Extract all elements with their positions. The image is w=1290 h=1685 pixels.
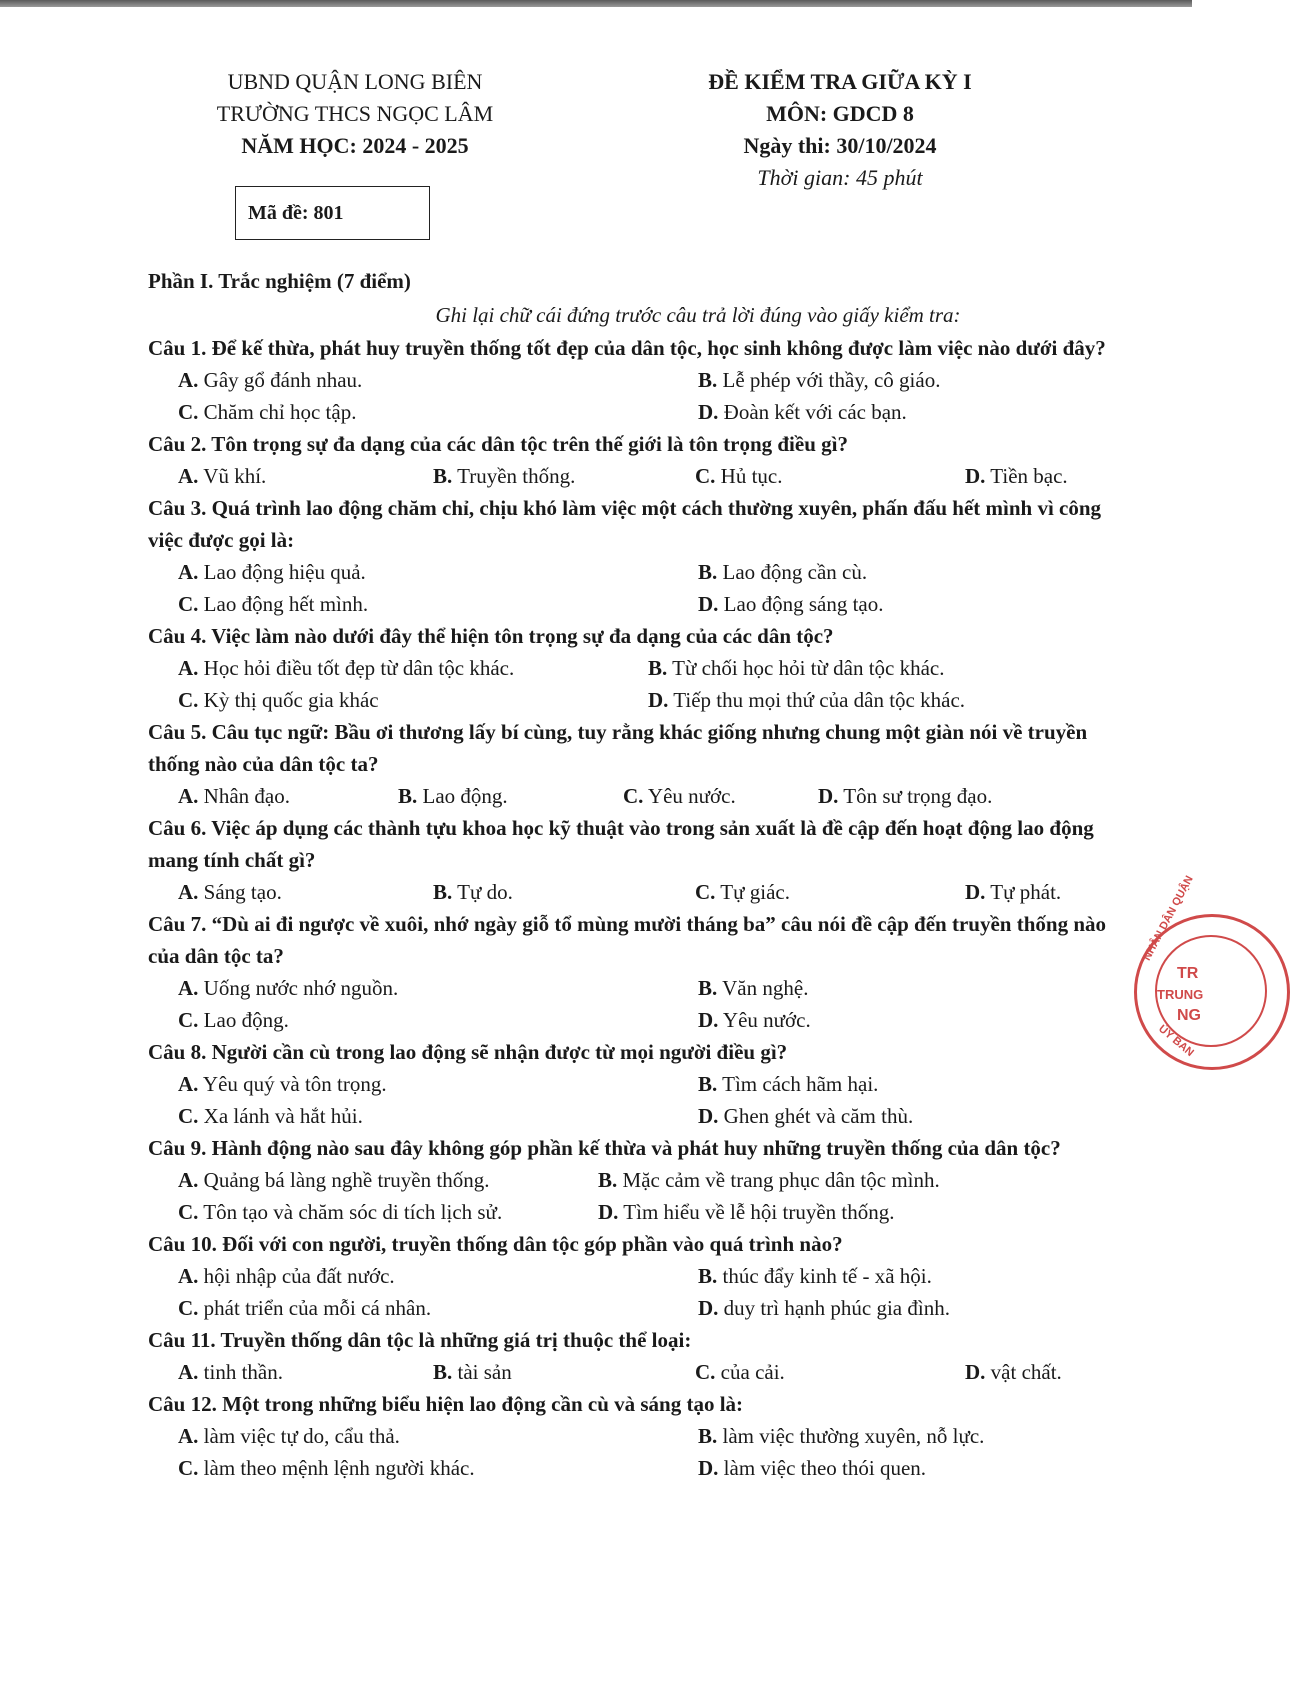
exam-date: Ngày thi: 30/10/2024 bbox=[743, 133, 937, 158]
options-5 bbox=[148, 780, 1108, 812]
option: C. Chăm chỉ học tập. bbox=[178, 400, 357, 424]
option: B. làm việc thường xuyên, nỗ lực. bbox=[698, 1424, 985, 1448]
stamp-line-2: TRUNG bbox=[1157, 987, 1204, 1002]
exam-title: ĐỀ KIỂM TRA GIỮA KỲ I bbox=[708, 69, 972, 94]
option: A. Yêu quý và tôn trọng. bbox=[178, 1072, 387, 1096]
option: D. Tiếp thu mọi thứ của dân tộc khác. bbox=[648, 688, 966, 712]
option: D. Yêu nước. bbox=[698, 1008, 811, 1032]
school-year: NĂM HỌC: 2024 - 2025 bbox=[241, 133, 469, 158]
question-10: Câu 10. Đối với con người, truyền thống dân tộc góp phần vào quá trình nào? bbox=[148, 1232, 843, 1256]
option: A. làm việc tự do, cẩu thả. bbox=[178, 1424, 400, 1448]
question-11: Câu 11. Truyền thống dân tộc là những giá trị thuộc thể loại: bbox=[148, 1328, 692, 1352]
option: A. Gây gổ đánh nhau. bbox=[178, 368, 363, 392]
exam-duration: Thời gian: 45 phút bbox=[757, 165, 923, 190]
question-4: Câu 4. Việc làm nào dưới đây thể hiện tôn trọng sự đa dạng của các dân tộc? bbox=[148, 624, 834, 648]
option: C. Kỳ thị quốc gia khác bbox=[178, 688, 379, 712]
question-1: Câu 1. Để kế thừa, phát huy truyền thống tốt đẹp của dân tộc, học sinh không được làm việc nào dưới đây? bbox=[148, 336, 1106, 360]
options-12 bbox=[148, 1420, 1108, 1484]
option: D. Tự phát. bbox=[965, 880, 1062, 904]
options-6 bbox=[148, 876, 1108, 908]
option: A. tinh thần. bbox=[178, 1360, 283, 1384]
option: B. Lao động cần cù. bbox=[698, 560, 868, 584]
stamp-line-1: TR bbox=[1177, 965, 1199, 982]
option: D. Ghen ghét và căm thù. bbox=[698, 1104, 914, 1128]
option: D. duy trì hạnh phúc gia đình. bbox=[698, 1296, 950, 1320]
exam-content bbox=[148, 264, 1108, 1484]
option: A. Quảng bá làng nghề truyền thống. bbox=[178, 1168, 490, 1192]
option: B. thúc đẩy kinh tế - xã hội. bbox=[698, 1264, 932, 1288]
option: C. Lao động hết mình. bbox=[178, 592, 369, 616]
option: B. Từ chối học hỏi từ dân tộc khác. bbox=[648, 656, 945, 680]
question-3: Câu 3. Quá trình lao động chăm chỉ, chịu khó làm việc một cách thường xuyên, phấn đấu hết mình vì công việc được gọi là: bbox=[148, 496, 1102, 552]
option: A. Uống nước nhớ nguồn. bbox=[178, 976, 399, 1000]
question-2: Câu 2. Tôn trọng sự đa dạng của các dân tộc trên thế giới là tôn trọng điều gì? bbox=[148, 432, 848, 456]
school-header bbox=[170, 66, 540, 162]
option: A. Nhân đạo. bbox=[178, 784, 290, 808]
options-2 bbox=[148, 460, 1108, 492]
option: D. Tôn sư trọng đạo. bbox=[818, 784, 993, 808]
option: A. Học hỏi điều tốt đẹp từ dân tộc khác. bbox=[178, 656, 515, 680]
official-stamp bbox=[1134, 873, 1290, 1070]
option: B. Truyền thống. bbox=[433, 464, 576, 488]
option: B. tài sản bbox=[433, 1360, 512, 1384]
option: B. Lao động. bbox=[398, 784, 508, 808]
question-12: Câu 12. Một trong những biểu hiện lao động cần cù và sáng tạo là: bbox=[148, 1392, 744, 1416]
options-9 bbox=[148, 1164, 1108, 1228]
option: D. Đoàn kết với các bạn. bbox=[698, 400, 907, 424]
options-3 bbox=[148, 556, 1108, 620]
stamp-arc-text: NHÂN DÂN QUẬN bbox=[1141, 873, 1196, 963]
option: C. Hủ tục. bbox=[695, 464, 783, 488]
options-10 bbox=[148, 1260, 1108, 1324]
option: B. Tìm cách hãm hại. bbox=[698, 1072, 879, 1096]
question-5: Câu 5. Câu tục ngữ: Bầu ơi thương lấy bí cùng, tuy rằng khác giống nhưng chung một giàn nói về truyền thống nào của dân tộc ta? bbox=[148, 720, 1088, 776]
option: A. Lao động hiệu quả. bbox=[178, 560, 366, 584]
exam-code-box: Mã đề: 801 bbox=[235, 186, 430, 240]
question-8: Câu 8. Người cần cù trong lao động sẽ nhận được từ mọi người điều gì? bbox=[148, 1040, 788, 1064]
option: D. Tiền bạc. bbox=[965, 464, 1068, 488]
option: C. Tự giác. bbox=[695, 880, 790, 904]
option: C. Yêu nước. bbox=[623, 784, 736, 808]
stamp-arc-bottom: ỦY BAN bbox=[1156, 1022, 1196, 1060]
scan-border bbox=[0, 0, 1192, 7]
option: D. Tìm hiểu về lễ hội truyền thống. bbox=[598, 1200, 895, 1224]
option: D. làm việc theo thói quen. bbox=[698, 1456, 927, 1480]
option: C. Lao động. bbox=[178, 1008, 289, 1032]
question-6: Câu 6. Việc áp dụng các thành tựu khoa học kỹ thuật vào trong sản xuất là đề cập đến hoạt động lao động mang tính chất gì? bbox=[148, 816, 1094, 872]
school-name: TRƯỜNG THCS NGỌC LÂM bbox=[216, 101, 494, 126]
option: A. hội nhập của đất nước. bbox=[178, 1264, 395, 1288]
options-7 bbox=[148, 972, 1108, 1036]
option: C. Tôn tạo và chăm sóc di tích lịch sử. bbox=[178, 1200, 503, 1224]
option: A. Sáng tạo. bbox=[178, 880, 282, 904]
district-name: UBND QUẬN LONG BIÊN bbox=[227, 69, 483, 94]
exam-header bbox=[655, 66, 1025, 194]
question-7: Câu 7. “Dù ai đi ngược về xuôi, nhớ ngày giỗ tổ mùng mười tháng ba” câu nói đề cập đến truyền thống nào của dân tộc ta? bbox=[148, 912, 1107, 968]
option: C. Xa lánh và hắt hủi. bbox=[178, 1104, 363, 1128]
options-8 bbox=[148, 1068, 1108, 1132]
option: B. Văn nghệ. bbox=[698, 976, 809, 1000]
part-title: Phần I. Trắc nghiệm (7 điểm) bbox=[148, 269, 411, 293]
option: C. làm theo mệnh lệnh người khác. bbox=[178, 1456, 475, 1480]
option: C. của cải. bbox=[695, 1360, 785, 1384]
stamp-line-3: NG bbox=[1177, 1007, 1201, 1024]
option: B. Mặc cảm về trang phục dân tộc mình. bbox=[598, 1168, 940, 1192]
options-4 bbox=[148, 652, 1108, 716]
part-instruction: Ghi lại chữ cái đứng trước câu trả lời đúng vào giấy kiểm tra: bbox=[435, 303, 961, 327]
options-1 bbox=[148, 364, 1108, 428]
option: A. Vũ khí. bbox=[178, 464, 267, 488]
option: D. Lao động sáng tạo. bbox=[698, 592, 884, 616]
option: B. Lễ phép với thầy, cô giáo. bbox=[698, 368, 941, 392]
option: B. Tự do. bbox=[433, 880, 513, 904]
options-11 bbox=[148, 1356, 1108, 1388]
question-9: Câu 9. Hành động nào sau đây không góp phần kế thừa và phát huy những truyền thống của dân tộc? bbox=[148, 1136, 1061, 1160]
exam-subject: MÔN: GDCD 8 bbox=[766, 101, 914, 126]
option: D. vật chất. bbox=[965, 1360, 1062, 1384]
option: C. phát triển của mỗi cá nhân. bbox=[178, 1296, 432, 1320]
